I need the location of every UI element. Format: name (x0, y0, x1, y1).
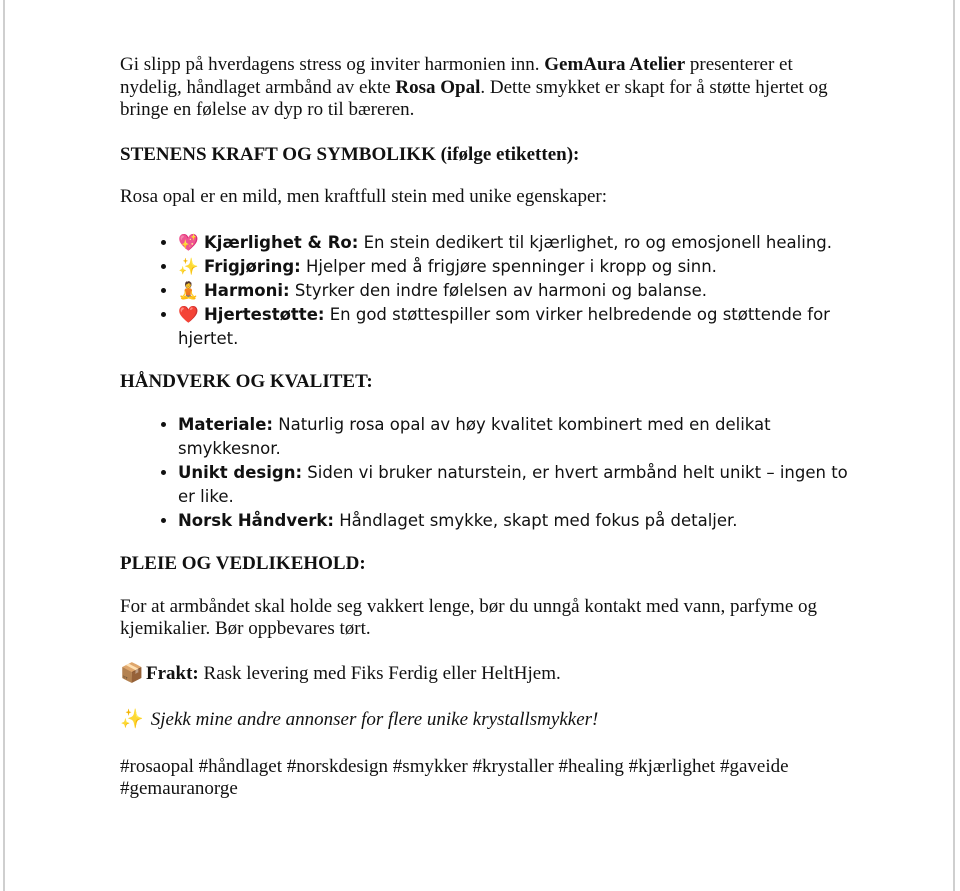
red-heart-icon: ❤️ (178, 304, 199, 324)
care-paragraph: For at armbåndet skal holde seg vakkert lenge, bør du unngå kontakt med vann, parfyme og kjemikalier. Bør oppbevares tørt. (120, 595, 817, 639)
quality-list (120, 413, 850, 533)
shipping-line (120, 663, 850, 686)
cta-line (120, 709, 850, 732)
sparkles-icon: ✨ (120, 709, 144, 730)
list-item (178, 231, 850, 255)
item-text: En god støttespiller som virker helbredende og støttende for hjertet. (178, 304, 830, 348)
list-item (178, 461, 850, 509)
section-lead: Rosa opal er en mild, men kraftfull stein med unike egenskaper: (120, 186, 607, 207)
sparkling-heart-icon: 💖 (178, 232, 199, 252)
item-label: Harmoni: (204, 280, 290, 300)
intro-paragraph (120, 54, 850, 122)
benefits-list (120, 231, 850, 351)
section-heading-care: PLEIE OG VEDLIKEHOLD: (120, 553, 366, 574)
document-page (3, 0, 955, 891)
stone-name: Rosa Opal (395, 76, 481, 98)
sparkles-icon: ✨ (178, 256, 199, 276)
item-text: Styrker den indre følelsen av harmoni og balanse. (289, 280, 708, 300)
section-heading-craft: HÅNDVERK OG KVALITET: (120, 370, 373, 392)
list-item (178, 413, 850, 461)
item-label: Norsk Håndverk: (178, 511, 334, 530)
item-label: Unikt design: (178, 463, 303, 482)
item-label: Frigjøring: (204, 256, 301, 276)
intro-text-2: presenterer et nydelig, håndlaget armbånd av ekte (120, 54, 793, 98)
package-icon: 📦 (120, 662, 144, 684)
section-heading-power: STENENS KRAFT OG SYMBOLIKK (ifølge etiketten): (120, 143, 580, 165)
list-item (178, 509, 850, 533)
shipping-text: Rask levering med Fiks Ferdig eller HeltHjem. (198, 662, 561, 684)
list-item (178, 255, 850, 279)
hashtags: #rosaopal #håndlaget #norskdesign #smykker #krystaller #healing #kjærlighet #gaveide #gemauranorge (120, 755, 789, 799)
item-label: Hjertestøtte: (204, 304, 325, 324)
item-label: Kjærlighet & Ro: (204, 232, 359, 252)
item-label: Materiale: (178, 415, 274, 434)
document-body (120, 54, 850, 801)
intro-text-3: . Dette smykket er skapt for å støtte hjertet og bringe en følelse av dyp ro til bæreren. (120, 76, 828, 120)
item-text: Håndlaget smykke, skapt med fokus på detaljer. (333, 511, 738, 530)
item-text: En stein dedikert til kjærlighet, ro og emosjonell healing. (358, 232, 832, 252)
meditation-icon: 🧘 (178, 280, 199, 300)
cta-text: Sjekk mine andre annonser for flere unike krystallsmykker! (146, 709, 599, 730)
list-item (178, 303, 850, 351)
item-text: Hjelper med å frigjøre spenninger i kropp og sinn. (300, 256, 717, 276)
shipping-label: Frakt: (146, 662, 199, 684)
brand-name: GemAura Atelier (544, 54, 686, 75)
item-text: Siden vi bruker naturstein, er hvert armbånd helt unikt – ingen to er like. (178, 463, 848, 506)
list-item (178, 279, 850, 303)
intro-text-1: Gi slipp på hverdagens stress og inviter harmonien inn. (120, 54, 545, 75)
item-text: Naturlig rosa opal av høy kvalitet kombinert med en delikat smykkesnor. (178, 415, 771, 458)
